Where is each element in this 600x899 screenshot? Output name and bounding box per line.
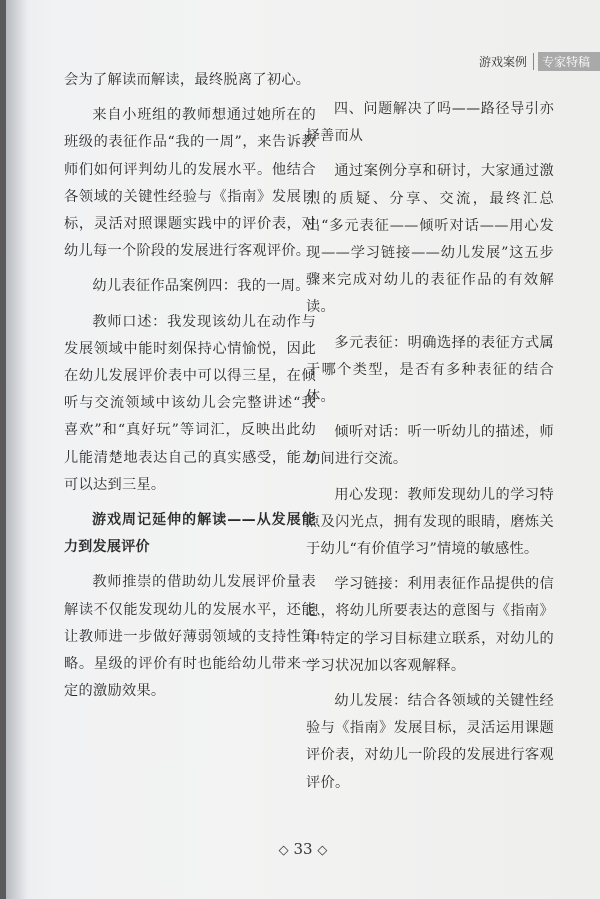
paragraph: 教师口述：我发现该幼儿在动作与发展领域中能时刻保持心情愉悦，因此在幼儿发展评价表中可以得三星，在倾听与交流领域中该幼儿会完整讲述“我喜欢”和“真好玩”等词汇，反映出此幼儿能清楚地表达自己的真实感受，能力可以达到三星。 xyxy=(64,313,316,493)
paragraph: 幼儿发展：结合各领域的关键性经验与《指南》发展目标，灵活运用课题评价表，对幼儿一阶段的发展进行客观评价。 xyxy=(306,693,554,791)
running-header xyxy=(479,52,600,70)
paragraph: 多元表征：明确选择的表征方式属于哪个类型，是否有多种表征的结合体。 xyxy=(306,334,554,406)
diamond-icon: ◇ xyxy=(317,843,328,858)
right-column xyxy=(306,90,554,805)
paragraph: 会为了解读而解读，最终脱离了初心。 xyxy=(64,72,311,88)
paragraph: 通过案例分享和研讨，大家通过激烈的质疑、分享、交流，最终汇总出“多元表征——倾听对话——用心发现——学习链接——幼儿发展”这五步骤来完成对幼儿的表征作品的有效解读。 xyxy=(306,163,554,316)
paragraph: 用心发现：教师发现幼儿的学习特点及闪光点，拥有发现的眼睛，磨炼关于幼儿“有价值学习”情境的敏感性。 xyxy=(306,486,554,558)
header-column-label: 专家特稿 xyxy=(538,52,600,71)
paragraph: 幼儿表征作品案例四：我的一周。 xyxy=(92,278,310,295)
header-section-label: 游戏案例 xyxy=(479,53,534,70)
paragraph: 学习链接：利用表征作品提供的信息，将幼儿所要表达的意图与《指南》中特定的学习目标建立联系，对幼儿的学习状况加以客观解释。 xyxy=(306,576,554,674)
page-number: 33 xyxy=(293,840,313,858)
left-column xyxy=(64,67,316,713)
paragraph: 倾听对话：听一听幼儿的描述，师幼间进行交流。 xyxy=(306,424,554,468)
section-heading: 游戏周记延伸的解读——从发展能力到发展评价 xyxy=(64,512,316,556)
page-footer xyxy=(6,840,600,858)
section-heading: 四、问题解决了吗——路径导引亦择善而从 xyxy=(306,101,554,145)
book-page xyxy=(6,0,600,899)
paragraph: 教师推崇的借助幼儿发展评价量表解读不仅能发现幼儿的发展水平，还能让教师进一步做好薄弱领域的支持性策略。星级的评价有时也能给幼儿带来一定的激励效果。 xyxy=(64,574,316,700)
paragraph: 来自小班组的教师想通过她所在的班级的表征作品“我的一周”，来告诉教师们如何评判幼儿的发展水平。他结合各领域的关键性经验与《指南》发展目标，灵活对照课题实践中的评价表，对幼儿每一个阶段的发展进行客观评价。 xyxy=(64,107,316,260)
spine-shadow xyxy=(6,0,28,899)
diamond-icon: ◇ xyxy=(278,843,289,858)
